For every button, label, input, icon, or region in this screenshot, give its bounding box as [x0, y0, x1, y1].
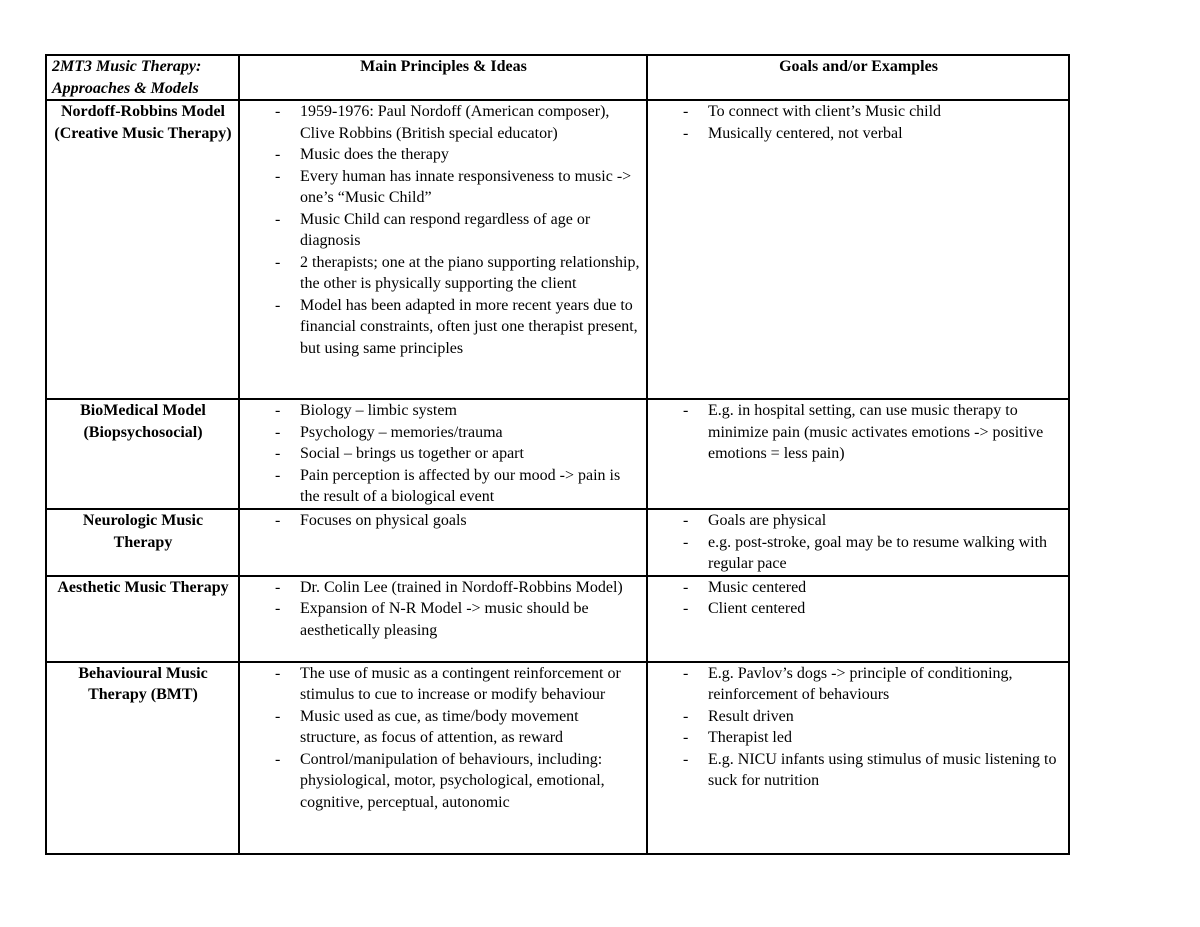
list-item: - Focuses on physical goals [275, 512, 467, 529]
list-item: - Every human has innate responsiveness to music -> one’s “Music Child” [275, 167, 632, 206]
principles-list [245, 577, 642, 642]
list-item: - Music centered [683, 578, 807, 596]
goals-cell [647, 509, 1069, 576]
list-item: - Therapist led [683, 729, 792, 746]
list-item: - E.g. Pavlov’s dogs -> principle of conditioning, reinforcement of behaviours [683, 664, 1013, 703]
list-item: - E.g. NICU infants using stimulus of music listening to suck for nutrition [683, 750, 1057, 789]
principles-list [245, 510, 642, 532]
goals-list [653, 663, 1064, 792]
table-row [46, 509, 1069, 576]
list-item: - Music used as cue, as time/body movement structure, as focus of attention, as reward [275, 707, 579, 746]
list-item: - Model has been adapted in more recent years due to financial constraints, often just one therapist present, but using same principles [275, 296, 638, 357]
header-row [46, 55, 1069, 100]
list-item: - Music does the therapy [275, 146, 449, 163]
approaches-table [45, 54, 1070, 855]
model-name: BioMedical Model (Biopsychosocial) [80, 402, 206, 441]
principles-column-header: Main Principles & Ideas [239, 55, 647, 100]
model-name: Aesthetic Music Therapy [57, 578, 229, 596]
principles-cell [239, 509, 647, 576]
table-row [46, 100, 1069, 399]
principles-cell [239, 100, 647, 399]
table-row [46, 662, 1069, 854]
model-name: Behavioural Music Therapy (BMT) [78, 664, 208, 703]
model-name-cell [46, 399, 239, 509]
table-row [46, 576, 1069, 662]
goals-list [653, 510, 1064, 575]
list-item: - Musically centered, not verbal [683, 124, 903, 142]
list-item: - Goals are physical [683, 512, 827, 529]
list-item: - 1959-1976: Paul Nordoff (American composer), Clive Robbins (British special educator) [275, 103, 610, 142]
principles-list [245, 400, 642, 508]
goals-list [653, 101, 1064, 144]
goals-cell [647, 576, 1069, 662]
model-name-cell [46, 100, 239, 399]
model-name-cell [46, 509, 239, 576]
list-item: - Result driven [683, 707, 794, 725]
table-title: 2MT3 Music Therapy: Approaches & Models [46, 55, 239, 100]
list-item: - Dr. Colin Lee (trained in Nordoff-Robbins Model) [275, 578, 623, 596]
list-item: - Expansion of N-R Model -> music should be aesthetically pleasing [275, 600, 589, 639]
goals-list [653, 577, 1064, 620]
model-name-cell [46, 576, 239, 662]
principles-cell [239, 399, 647, 509]
table-row [46, 399, 1069, 509]
list-item: - Social – brings us together or apart [275, 445, 524, 462]
list-item: - To connect with client’s Music child [683, 103, 942, 120]
goals-cell [647, 399, 1069, 509]
list-item: - Control/manipulation of behaviours, including: physiological, motor, psychological, emotional, cognitive, perceptual, autonomic [275, 750, 605, 811]
goals-column-header: Goals and/or Examples [647, 55, 1069, 100]
model-name-cell [46, 662, 239, 854]
list-item: - Music Child can respond regardless of age or diagnosis [275, 210, 591, 249]
model-name: Neurologic Music Therapy [82, 512, 204, 551]
list-item: - 2 therapists; one at the piano supporting relationship, the other is physically supporting the client [275, 253, 640, 292]
principles-list [245, 101, 642, 359]
list-item: - Biology – limbic system [275, 402, 457, 419]
list-item: - e.g. post-stroke, goal may be to resume walking with regular pace [683, 533, 1048, 572]
goals-cell [647, 662, 1069, 854]
list-item: - Client centered [683, 600, 806, 617]
principles-cell [239, 576, 647, 662]
list-item: - Pain perception is affected by our mood -> pain is the result of a biological event [275, 466, 621, 505]
model-name: Nordoff-Robbins Model (Creative Music Therapy) [54, 103, 232, 142]
principles-cell [239, 662, 647, 854]
list-item: - E.g. in hospital setting, can use music therapy to minimize pain (music activates emotions -> positive emotions = less pain) [683, 402, 1044, 462]
goals-cell [647, 100, 1069, 399]
list-item: - The use of music as a contingent reinforcement or stimulus to cue to increase or modify behaviour [275, 664, 621, 703]
goals-list [653, 400, 1064, 465]
principles-list [245, 663, 642, 814]
list-item: - Psychology – memories/trauma [275, 423, 503, 441]
